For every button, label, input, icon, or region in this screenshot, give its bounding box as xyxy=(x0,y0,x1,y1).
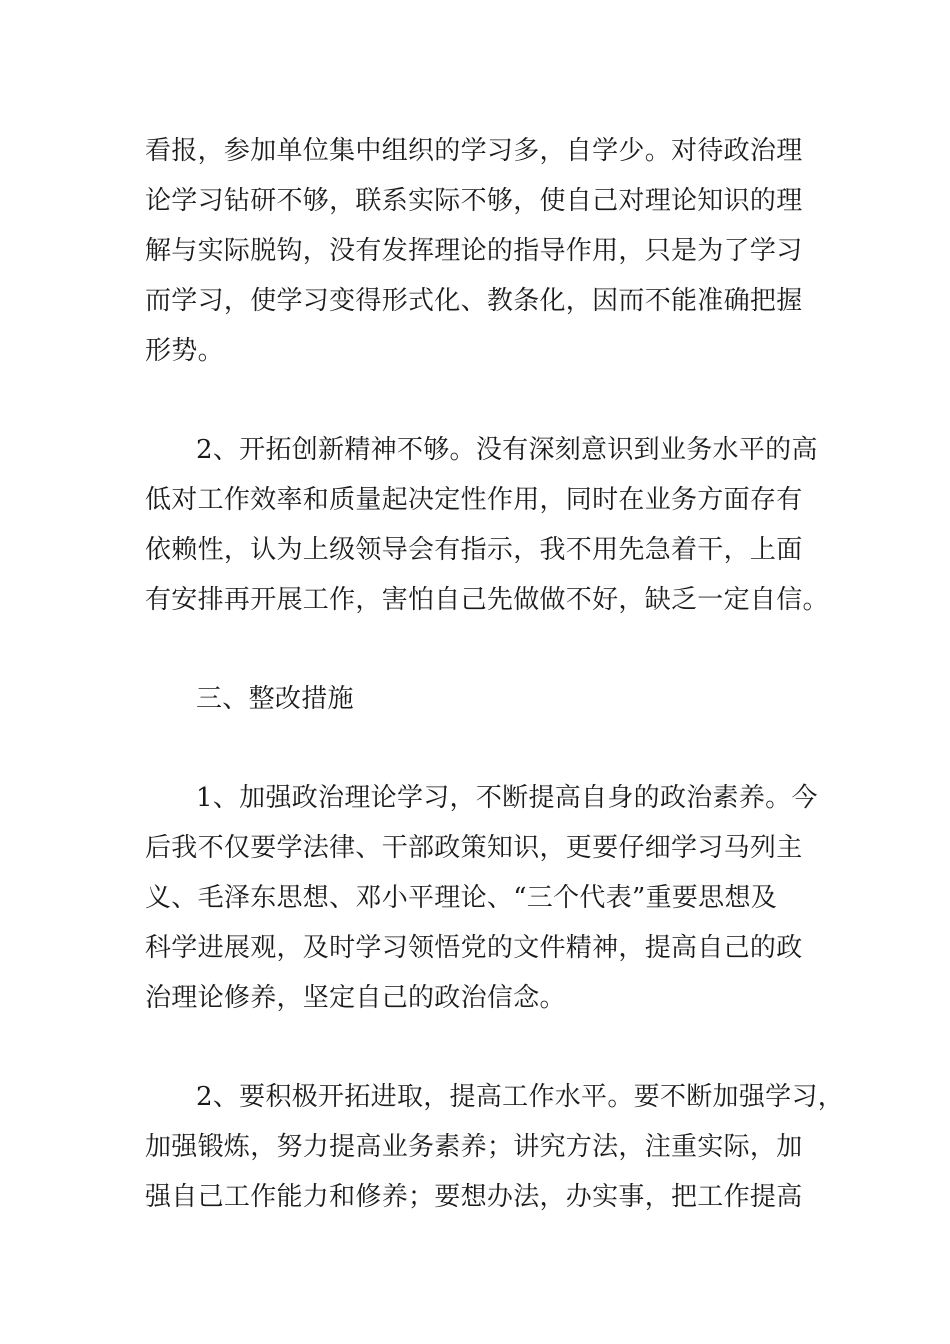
paragraph-line: 加强锻炼，努力提高业务素养；讲究方法，注重实际，加 xyxy=(145,1132,803,1162)
paragraph-line: 形势。 xyxy=(145,336,224,366)
section-heading: 三、整改措施 xyxy=(196,684,354,714)
paragraph-line: 依赖性，认为上级领导会有指示，我不用先急着干，上面 xyxy=(145,535,803,565)
paragraph-line: 而学习，使学习变得形式化、教条化，因而不能准确把握 xyxy=(145,286,803,316)
paragraph-line: 有安排再开展工作，害怕自己先做做不好，缺乏一定自信。 xyxy=(145,585,829,615)
paragraph-line: 治理论修养，坚定自己的政治信念。 xyxy=(145,983,566,1013)
paragraph-line: 2、要积极开拓进取，提高工作水平。要不断加强学习， xyxy=(196,1082,845,1112)
paragraph-line: 1、加强政治理论学习，不断提高自身的政治素养。今 xyxy=(196,783,818,813)
paragraph-line: 强自己工作能力和修养；要想办法，办实事，把工作提高 xyxy=(145,1182,803,1212)
paragraph-line: 解与实际脱钩，没有发挥理论的指导作用，只是为了学习 xyxy=(145,236,803,266)
paragraph-line: 论学习钻研不够，联系实际不够，使自己对理论知识的理 xyxy=(145,186,803,216)
paragraph-line: 后我不仅要学法律、干部政策知识，更要仔细学习马列主 xyxy=(145,833,803,863)
paragraph-line: 科学进展观，及时学习领悟党的文件精神，提高自己的政 xyxy=(145,933,803,963)
paragraph-line: 2、开拓创新精神不够。没有深刻意识到业务水平的高 xyxy=(196,435,818,465)
paragraph-line: 义、毛泽东思想、邓小平理论、“三个代表”重要思想及 xyxy=(145,883,778,913)
paragraph-line: 看报，参加单位集中组织的学习多，自学少。对待政治理 xyxy=(145,136,803,166)
paragraph-line: 低对工作效率和质量起决定性作用，同时在业务方面存有 xyxy=(145,485,803,515)
